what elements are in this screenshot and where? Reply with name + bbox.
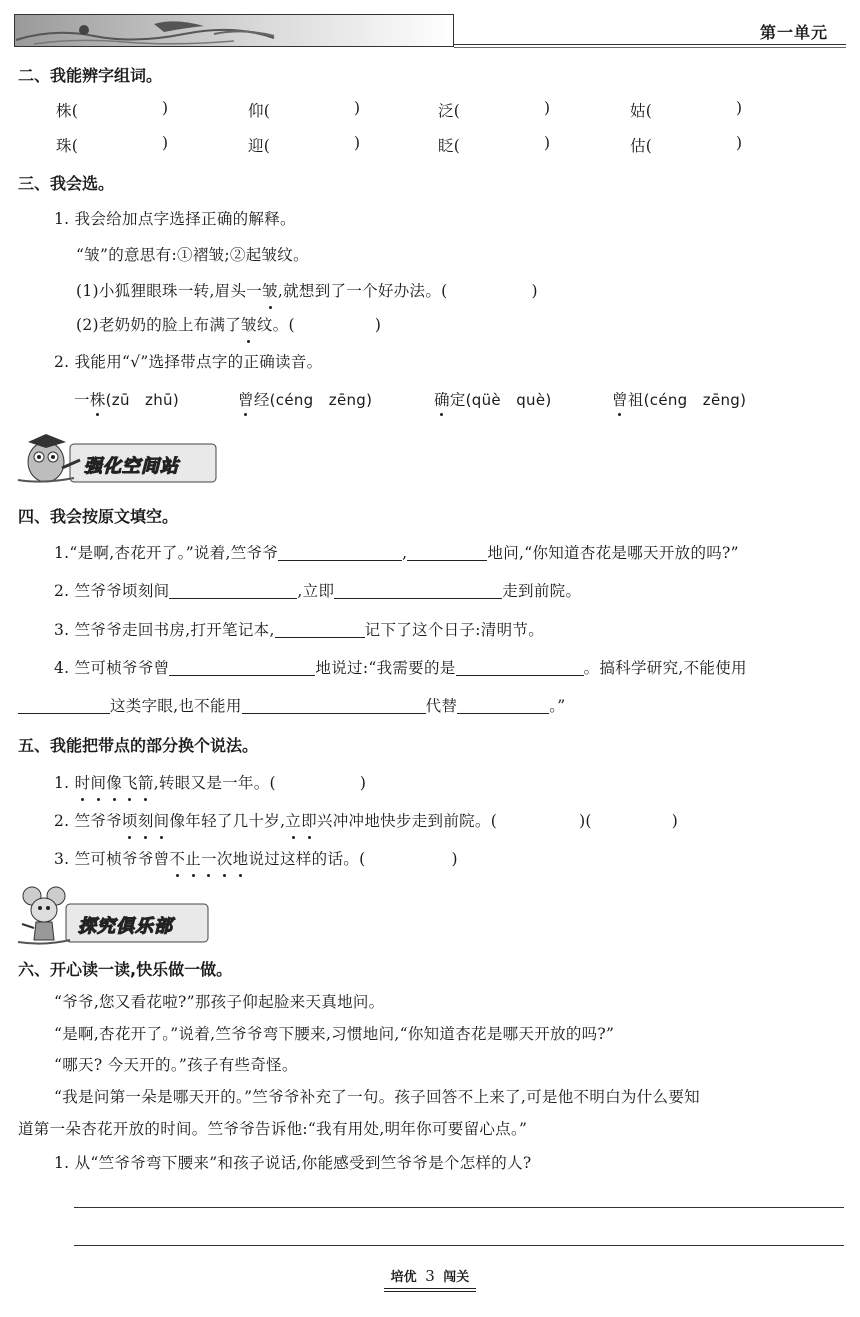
footer-brand-b: 闯关 <box>443 1270 470 1285</box>
text: 一 <box>74 391 90 409</box>
q2-cell: 眨( <box>438 137 461 155</box>
pinyin-options[interactable]: (zū zhū) <box>105 391 179 409</box>
dotted-char: 一 <box>201 847 217 871</box>
dotted-phrase <box>285 812 317 830</box>
text: 3. 竺爷爷走回书房,打开笔记本, <box>54 621 275 639</box>
q2-heading: 二、我能辨字组词。 <box>18 66 163 85</box>
text: 像年轻了几十岁, <box>169 812 286 830</box>
q2-cell: ) <box>736 134 743 152</box>
dotted-char: 飞 <box>122 771 138 795</box>
pinyin-item <box>74 388 179 410</box>
fill-blank[interactable] <box>278 542 402 561</box>
text: 祖 <box>627 391 644 409</box>
header-rule <box>454 44 846 45</box>
q6-question-1: 1. 从“竺爷爷弯下腰来”和孩子说话,你能感受到竺爷爷是个怎样的人? <box>54 1154 532 1172</box>
text: ) <box>671 812 679 830</box>
dotted-char: 曾 <box>238 388 254 410</box>
fill-blank[interactable] <box>456 657 584 676</box>
passage-paragraph: “是啊,杏花开了。”说着,竺爷爷弯下腰来,习惯地问,“你知道杏花是哪天开放的吗?” <box>54 1025 615 1043</box>
text: ,就想到了一个好办法。( <box>277 282 448 300</box>
text: 3. 竺可桢爷爷曾 <box>54 850 170 868</box>
dotted-char: 地 <box>233 847 249 871</box>
q3-definition: “皱”的意思有:①褶皱;②起皱纹。 <box>76 246 309 264</box>
q2-cell: 仰( <box>248 102 271 120</box>
q2-cell: 珠( <box>56 137 79 155</box>
text: ) <box>531 282 538 300</box>
q5-line-2 <box>54 809 860 833</box>
footer-rule <box>384 1288 476 1289</box>
text: 。” <box>549 697 566 715</box>
passage-paragraph: “哪天? 今天开的。”孩子有些奇怪。 <box>54 1056 298 1074</box>
banner-title: 强化空间站 <box>84 456 179 477</box>
q2-cell: 泛( <box>438 102 461 120</box>
text: 记下了这个日子:清明节。 <box>364 621 544 639</box>
text: (2)老奶奶的脸上布满了 <box>76 316 242 334</box>
section-banner-2 <box>14 884 210 946</box>
text: ) <box>374 316 382 334</box>
passage-paragraph: “我是问第一朵是哪天开的。”竺爷爷补充了一句。孩子回答不上来了,可是他不明白为什么要知 <box>54 1088 700 1106</box>
passage-paragraph: “爷爷,您又看花啦?”那孩子仰起脸来天真地问。 <box>54 993 385 1011</box>
dotted-char: 立 <box>285 809 301 833</box>
text: ,转眼又是一年。( <box>153 774 276 792</box>
text: 地说过:“我需要的是 <box>315 659 456 677</box>
q5-line-3 <box>54 847 860 871</box>
q2-cell: 迎( <box>248 137 271 155</box>
dotted-char: 间 <box>90 771 106 795</box>
page-number: 3 <box>425 1267 435 1285</box>
dotted-char: 次 <box>217 847 233 871</box>
text: 2. 竺爷爷顷刻间 <box>54 582 170 600</box>
text: 这类字眼,也不能用 <box>110 697 242 715</box>
passage-paragraph-cont: 道第一朵杏花开放的时间。竺爷爷告诉他:“我有用处,明年你可要留心点。” <box>18 1120 528 1138</box>
q3-sentence-1 <box>76 279 860 303</box>
q3-sentence-2 <box>76 313 860 337</box>
q2-cell: ) <box>354 99 361 117</box>
fill-blank[interactable] <box>407 542 487 561</box>
text: (1)小狐狸眼珠一转,眉头一 <box>76 282 263 300</box>
fill-blank[interactable] <box>242 695 426 714</box>
dotted-char: 时 <box>75 771 91 795</box>
header-banner <box>14 14 454 47</box>
pinyin-options[interactable]: (céng zēng) <box>643 391 747 409</box>
dotted-char: 刻 <box>138 809 154 833</box>
unit-title: 第一单元 <box>760 23 829 42</box>
q5-heading: 五、我能把带点的部分换个说法。 <box>18 736 259 755</box>
dotted-phrase <box>122 812 169 830</box>
q2-cell: 估( <box>630 137 653 155</box>
q3-item-2: 2. 我能用“√”选择带点字的正确读音。 <box>54 353 323 371</box>
text: 经 <box>253 391 270 409</box>
q2-cell: ) <box>162 99 169 117</box>
text: 4. 竺可桢爷爷曾 <box>54 659 170 677</box>
footer-brand-a: 培优 <box>390 1270 417 1285</box>
q2-cell: ) <box>736 99 743 117</box>
q5-line-1 <box>54 771 860 795</box>
dotted-char: 曾 <box>612 388 628 410</box>
dotted-char: 皱 <box>241 313 257 337</box>
q2-cell: ) <box>354 134 361 152</box>
text: 纹。( <box>256 316 295 334</box>
pinyin-options[interactable]: (qüè què) <box>465 391 552 409</box>
banner-title: 探究俱乐部 <box>78 916 173 937</box>
dotted-char: 确 <box>434 388 450 410</box>
q3-heading: 三、我会选。 <box>18 174 115 193</box>
pinyin-options[interactable]: (céng zēng) <box>269 391 373 409</box>
text: ) <box>359 774 367 792</box>
header-rule-thin <box>454 47 846 48</box>
dotted-char: 止 <box>185 847 201 871</box>
pinyin-item <box>434 388 552 410</box>
text: 走到前院。 <box>502 582 582 600</box>
fill-blank[interactable] <box>18 695 110 714</box>
dotted-char: 顷 <box>122 809 138 833</box>
dotted-phrase <box>75 774 154 792</box>
fill-blank[interactable] <box>334 580 502 599</box>
text: 1. <box>54 774 75 792</box>
pinyin-item <box>612 388 746 410</box>
answer-line[interactable] <box>74 1245 844 1246</box>
q4-line-2 <box>54 579 860 603</box>
q6-heading: 六、开心读一读,快乐做一做。 <box>18 960 233 979</box>
dotted-char: 像 <box>106 771 122 795</box>
text: ) <box>451 850 458 868</box>
q4-line-1 <box>54 541 860 565</box>
fill-blank[interactable] <box>275 619 365 638</box>
q2-cell: ) <box>544 99 551 117</box>
answer-line[interactable] <box>74 1207 844 1208</box>
q2-cell: 株( <box>56 102 79 120</box>
fill-blank[interactable] <box>169 657 315 676</box>
text: )( <box>579 812 592 830</box>
fill-blank[interactable] <box>169 580 297 599</box>
dotted-phrase <box>169 850 248 868</box>
text: 说过这样的话。( <box>248 850 366 868</box>
q2-cell: 姑( <box>630 102 653 120</box>
footer-rule-thin <box>384 1291 476 1292</box>
fill-blank[interactable] <box>457 695 549 714</box>
dotted-char: 株 <box>90 388 106 410</box>
dotted-char: 不 <box>169 847 185 871</box>
text: 1.“是啊,杏花开了。”说着,竺爷爷 <box>54 544 279 562</box>
q4-heading: 四、我会按原文填空。 <box>18 507 179 526</box>
dotted-char: 即 <box>301 809 317 833</box>
q2-cell: ) <box>162 134 169 152</box>
q3-item-1: 1. 我会给加点字选择正确的解释。 <box>54 210 296 228</box>
dotted-char: 间 <box>154 809 170 833</box>
page-footer <box>384 1266 476 1285</box>
text: 定 <box>449 391 466 409</box>
text: , <box>402 544 408 562</box>
section-banner-1 <box>14 424 218 486</box>
dotted-char: 皱 <box>262 279 278 303</box>
q4-line-4 <box>54 656 860 680</box>
pinyin-item <box>238 388 372 410</box>
text: 地问,“你知道杏花是哪天开放的吗?” <box>487 544 739 562</box>
text: 2. 竺爷爷 <box>54 812 123 830</box>
landscape-banner-image <box>14 14 454 47</box>
text: 代替 <box>425 697 458 715</box>
text: 。搞科学研究,不能使用 <box>583 659 747 677</box>
q4-line-3 <box>54 618 860 642</box>
q4-line-5 <box>18 694 860 718</box>
text: ,立即 <box>297 582 335 600</box>
q2-cell: ) <box>544 134 551 152</box>
text: 兴冲冲地快步走到前院。( <box>316 812 498 830</box>
dotted-char: 箭 <box>138 771 154 795</box>
